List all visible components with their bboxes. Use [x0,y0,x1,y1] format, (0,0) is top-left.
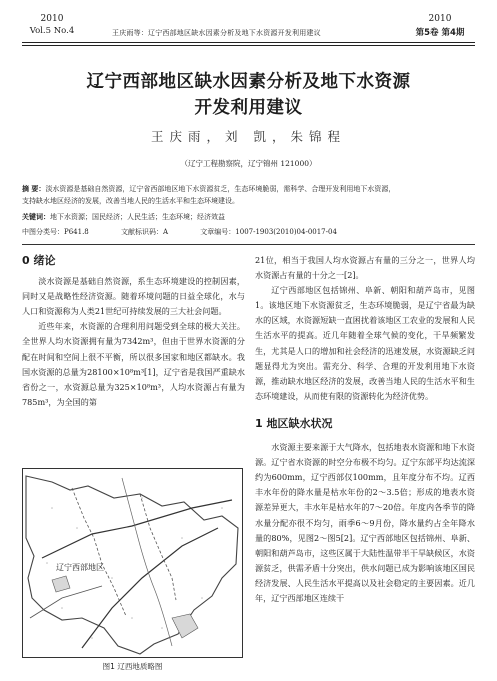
article-title-line2: 开发利用建议 [194,98,303,118]
geology-map [22,468,243,658]
abstract-line2: 支持缺水地区经济的发展，改善当地人民的生活水平和生态环境建设。 [22,197,239,205]
abstract-rule [22,244,475,245]
running-title: 王庆雨等：辽宁西部地区缺水因素分析及地下水资源开发利用建议 [112,29,321,37]
document-code: 文献标识码：A [120,228,169,236]
paragraph-region: 辽宁西部地区包括锦州、阜新、朝阳和葫芦岛市，见图1。该地区地下水资源贫乏，生态环境脆弱，是辽宁省最为缺水的区域，水资源短缺一直困扰着该地区工农业的发展和人民生活水平的提高。近几年随着全球气候的变化，干旱频繁发生，尤其是人口的增加和社会经济的迅速发展，水资源缺乏问题显得尤为突出。需充分、科学、合理的开发利用地下水资源，推动缺水地区经济的发展，改善当地人民的生活水平和生态环境建设，从而使有限的资源转化为经济优势。 [255,285,475,401]
left-column [22,253,245,410]
header-volume-right: 第5卷 第4期 [415,28,465,38]
header-rule-thin [22,45,475,46]
abstract [22,184,475,196]
figure-caption: 图1 辽西地质略图 [102,662,163,671]
header-year-right: 2010 [428,14,452,24]
paragraph-continued: 21位，相当于我国人均水资源占有量的三分之一，世界人均水资源占有量的十分之一[2]。 [255,255,475,281]
paragraph-intro-1: 淡水资源是基础自然资源，系生态环境建设的控制因素，同时又是战略性经济资源。随着环境问题的日益全球化，水与人口和资源称为人类21世纪可持续发展的三大社会问题。 [22,276,245,317]
header-volume-left: Vol.5 No.4 [29,26,75,36]
section-0-title: 0 绪论 [22,254,56,267]
header-rule [22,42,475,43]
article-number: 文章编号：1007-1903(2010)04-0017-04 [200,228,337,236]
affiliation: （辽宁工程勘察院，辽宁锦州 121000） [180,159,317,168]
authors: 王庆雨，刘 凯，朱锦程 [151,129,346,144]
keywords-text: 地下水资源；国民经济；人民生活；生态环境；经济效益 [50,213,225,221]
keywords-label: 关键词： [22,213,50,221]
map-region-label: 辽宁西部地区 [56,563,104,572]
paragraph-water-status: 水资源主要来源于大气降水，包括地表水资源和地下水资源。辽宁省水资源的时空分布极不均匀。辽宁东部平均达流深约为600mm，辽宁西部仅100mm，且年度分布不均。辽西丰水年份的降水量是枯水年份的2～3.5倍；形成的地表水资源差异更大，丰水年是枯水年的7～20倍。年度内各季节的降水量分配亦很不均匀，雨季6～9月份，降水量约占全年降水量的80%，见图2～图5[2]。辽宁西部地区包括锦州、阜新、朝阳和葫芦岛市，这些区属于大陆性温带半干旱缺候区，水资源贫乏，供需矛盾十分突出，供水问题已成为影响该地区国民经济发展、人民生活水平提高以及社会稳定的主要因素。近几年，辽宁西部地区连续干 [255,442,475,603]
abstract-label: 摘 要： [22,185,46,193]
right-column [255,253,475,606]
keywords [22,212,475,224]
article-title-line1: 辽宁西部地区缺水因素分析及地下水资源 [86,72,411,92]
paragraph-intro-2: 近些年来，水资源的合理利用问题受到全球的极大关注。全世界人均水资源拥有量为7342m³，但由于世界水资源的分配在时间和空间上很不平衡，所以很多国家和地区都缺水。我国水资源的总量为28100×10⁸m³[1]，辽宁省是我国严重缺水省份之一，水资源总量为325×10⁸m³，人均水资源占有量为785m³，为全国的第 [22,321,245,407]
classification-line [22,227,475,239]
abstract-line1: 淡水资源是基础自然资源，辽宁省西部地区地下水资源贫乏，生态环境脆弱，需科学、合理开发利用地下水资源， [45,185,396,193]
header-year-left: 2010 [40,14,64,24]
section-1-title: 1 地区缺水状况 [255,416,333,430]
clc-number: 中图分类号：P641.8 [22,228,89,236]
